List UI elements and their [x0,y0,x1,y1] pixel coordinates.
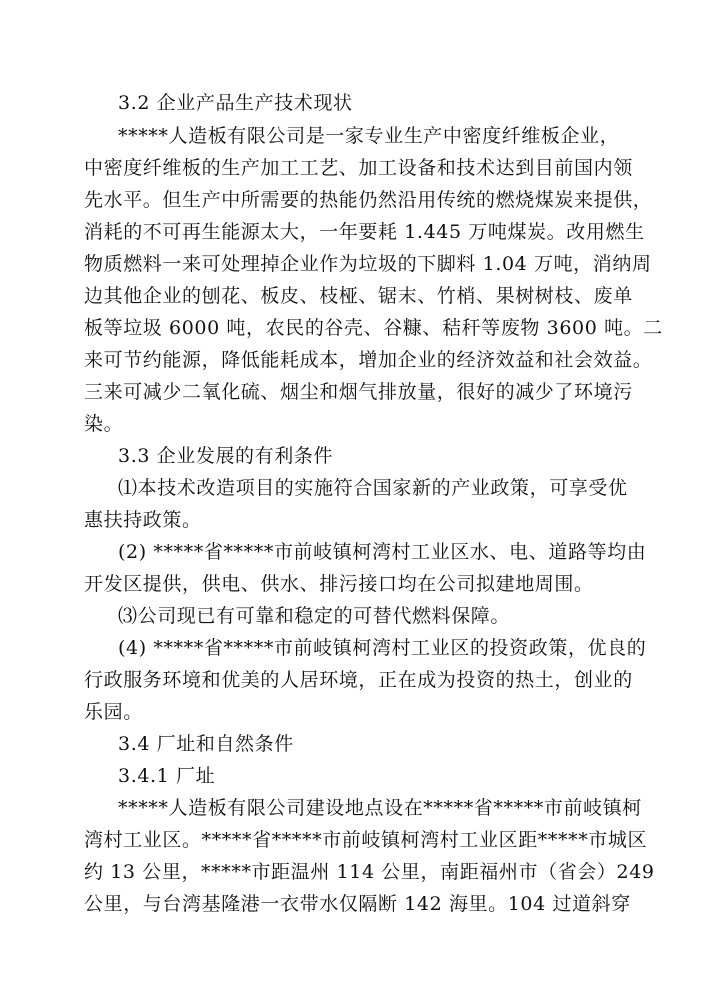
list-item-line: ⑴本技术改造项目的实施符合国家新的产业政策，可享受优 [118,477,628,499]
paragraph-line: *****人造板有限公司是一家专业生产中密度纤维板企业， [118,125,620,147]
paragraph-line: 消耗的不可再生能源太大，一年要耗 1.445 万吨煤炭。改用燃生 [84,221,645,243]
paragraph-line: 来可节约能源，降低能耗成本，增加企业的经济效益和社会效益。 [84,349,653,371]
paragraph-line: 边其他企业的刨花、板皮、枝桠、锯末、竹梢、果树树枝、废单 [84,285,633,307]
paragraph-line: 中密度纤维板的生产加工工艺、加工设备和技术达到目前国内领 [84,157,633,179]
paragraph-line: 湾村工业区。*****省*****市前岐镇柯湾村工业区距*****市城区 [84,829,648,851]
list-item-line: 乐园。 [84,701,143,723]
paragraph-line: 公里，与台湾基隆港一衣带水仅隔断 142 海里。104 过道斜穿 [84,893,631,915]
section-heading-3-2: 3.2 企业产品生产技术现状 [118,92,353,114]
list-item-line: 行政服务环境和优美的人居环境，正在成为投资的热土，创业的 [84,669,633,691]
paragraph-line: 板等垃圾 6000 吨，农民的谷壳、谷糠、秸秆等废物 3600 吨。二 [84,317,663,339]
paragraph-line: 约 13 公里，*****市距温州 114 公里，南距福州市（省会）249 [84,861,655,883]
paragraph-line: 先水平。但生产中所需要的热能仍然沿用传统的燃烧煤炭来提供， [84,189,653,211]
list-item-line: (4) *****省*****市前岐镇柯湾村工业区的投资政策，优良的 [118,637,647,659]
section-heading-3-4: 3.4 厂址和自然条件 [118,733,294,755]
list-item-line: (2) *****省*****市前岐镇柯湾村工业区水、电、道路等均由 [118,541,647,563]
paragraph-line: *****人造板有限公司建设地点设在*****省*****市前岐镇柯 [118,797,642,819]
list-item-line: ⑶公司现已有可靠和稳定的可替代燃料保障。 [118,605,511,627]
paragraph-line: 染。 [84,413,124,435]
paragraph-line: 物质燃料一来可处理掉企业作为垃圾的下脚料 1.04 万吨，消纳周 [84,253,652,275]
subsection-heading-3-4-1: 3.4.1 厂址 [118,765,216,787]
list-item-line: 惠扶持政策。 [84,509,202,531]
paragraph-line: 三来可减少二氧化硫、烟尘和烟气排放量，很好的减少了环境污 [84,381,633,403]
list-item-line: 开发区提供，供电、供水、排污接口均在公司拟建地周围。 [84,573,594,595]
section-heading-3-3: 3.3 企业发展的有利条件 [118,445,334,467]
